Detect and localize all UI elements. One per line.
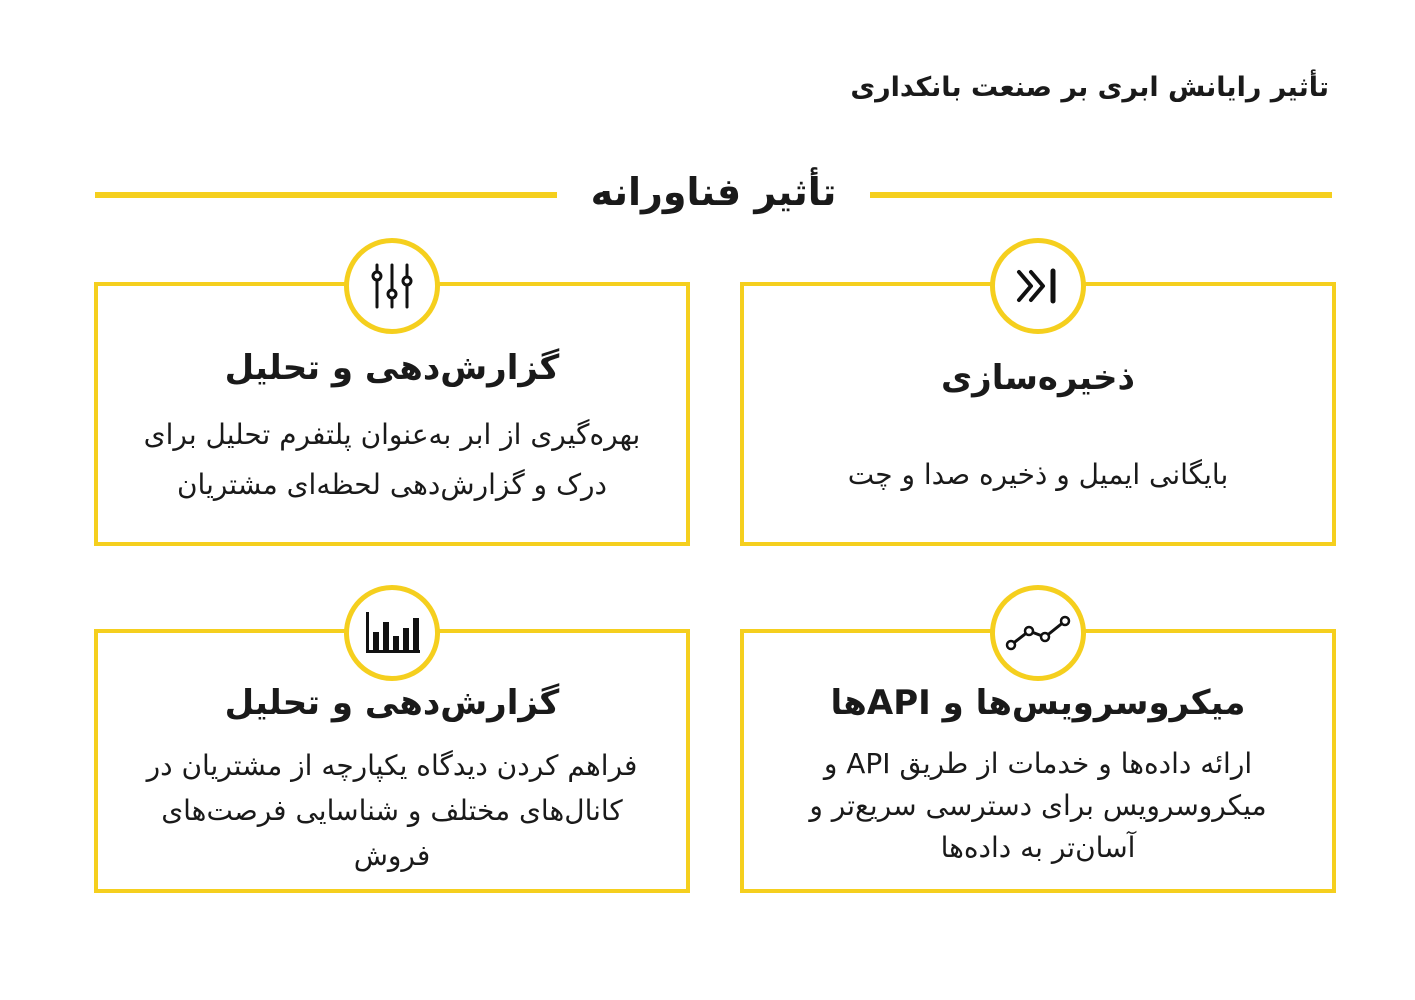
card-title: ذخیره‌سازی [941, 358, 1135, 398]
divider-right [870, 192, 1332, 198]
card-description: بهره‌گیری از ابر به‌عنوان پلتفرم تحلیل برای درک و گزارش‌دهی لحظه‌ای مشتریان [143, 418, 641, 501]
card-storage [740, 282, 1336, 546]
card-description: ارائه داده‌ها و خدمات از طریق API و میکروسرویس برای دسترسی سریع‌تر و آسان‌تر به داده‌ها [809, 747, 1267, 864]
card-title: گزارش‌دهی و تحلیل [224, 683, 560, 723]
bar-chart-icon [344, 585, 440, 681]
card-title: گزارش‌دهی و تحلیل [224, 348, 560, 388]
card-microservices-apis [740, 629, 1336, 893]
sliders-icon [344, 238, 440, 334]
section-heading: تأثیر فناورانه [590, 170, 837, 214]
line-chart-icon [990, 585, 1086, 681]
card-description: بایگانی ایمیل و ذخیره صدا و چت [847, 458, 1229, 491]
card-title: میکروسرویس‌ها و APIها [830, 683, 1246, 723]
card-reporting-analytics-2 [94, 629, 690, 893]
card-reporting-analytics [94, 282, 690, 546]
card-description: فراهم کردن دیدگاه یکپارچه از مشتریان در کانال‌های مختلف و شناسایی فرصت‌های فروش [146, 749, 638, 872]
skip-forward-icon [990, 238, 1086, 334]
divider-left [95, 192, 557, 198]
page-title: تأثیر رایانش ابری بر صنعت بانکداری [850, 72, 1329, 103]
